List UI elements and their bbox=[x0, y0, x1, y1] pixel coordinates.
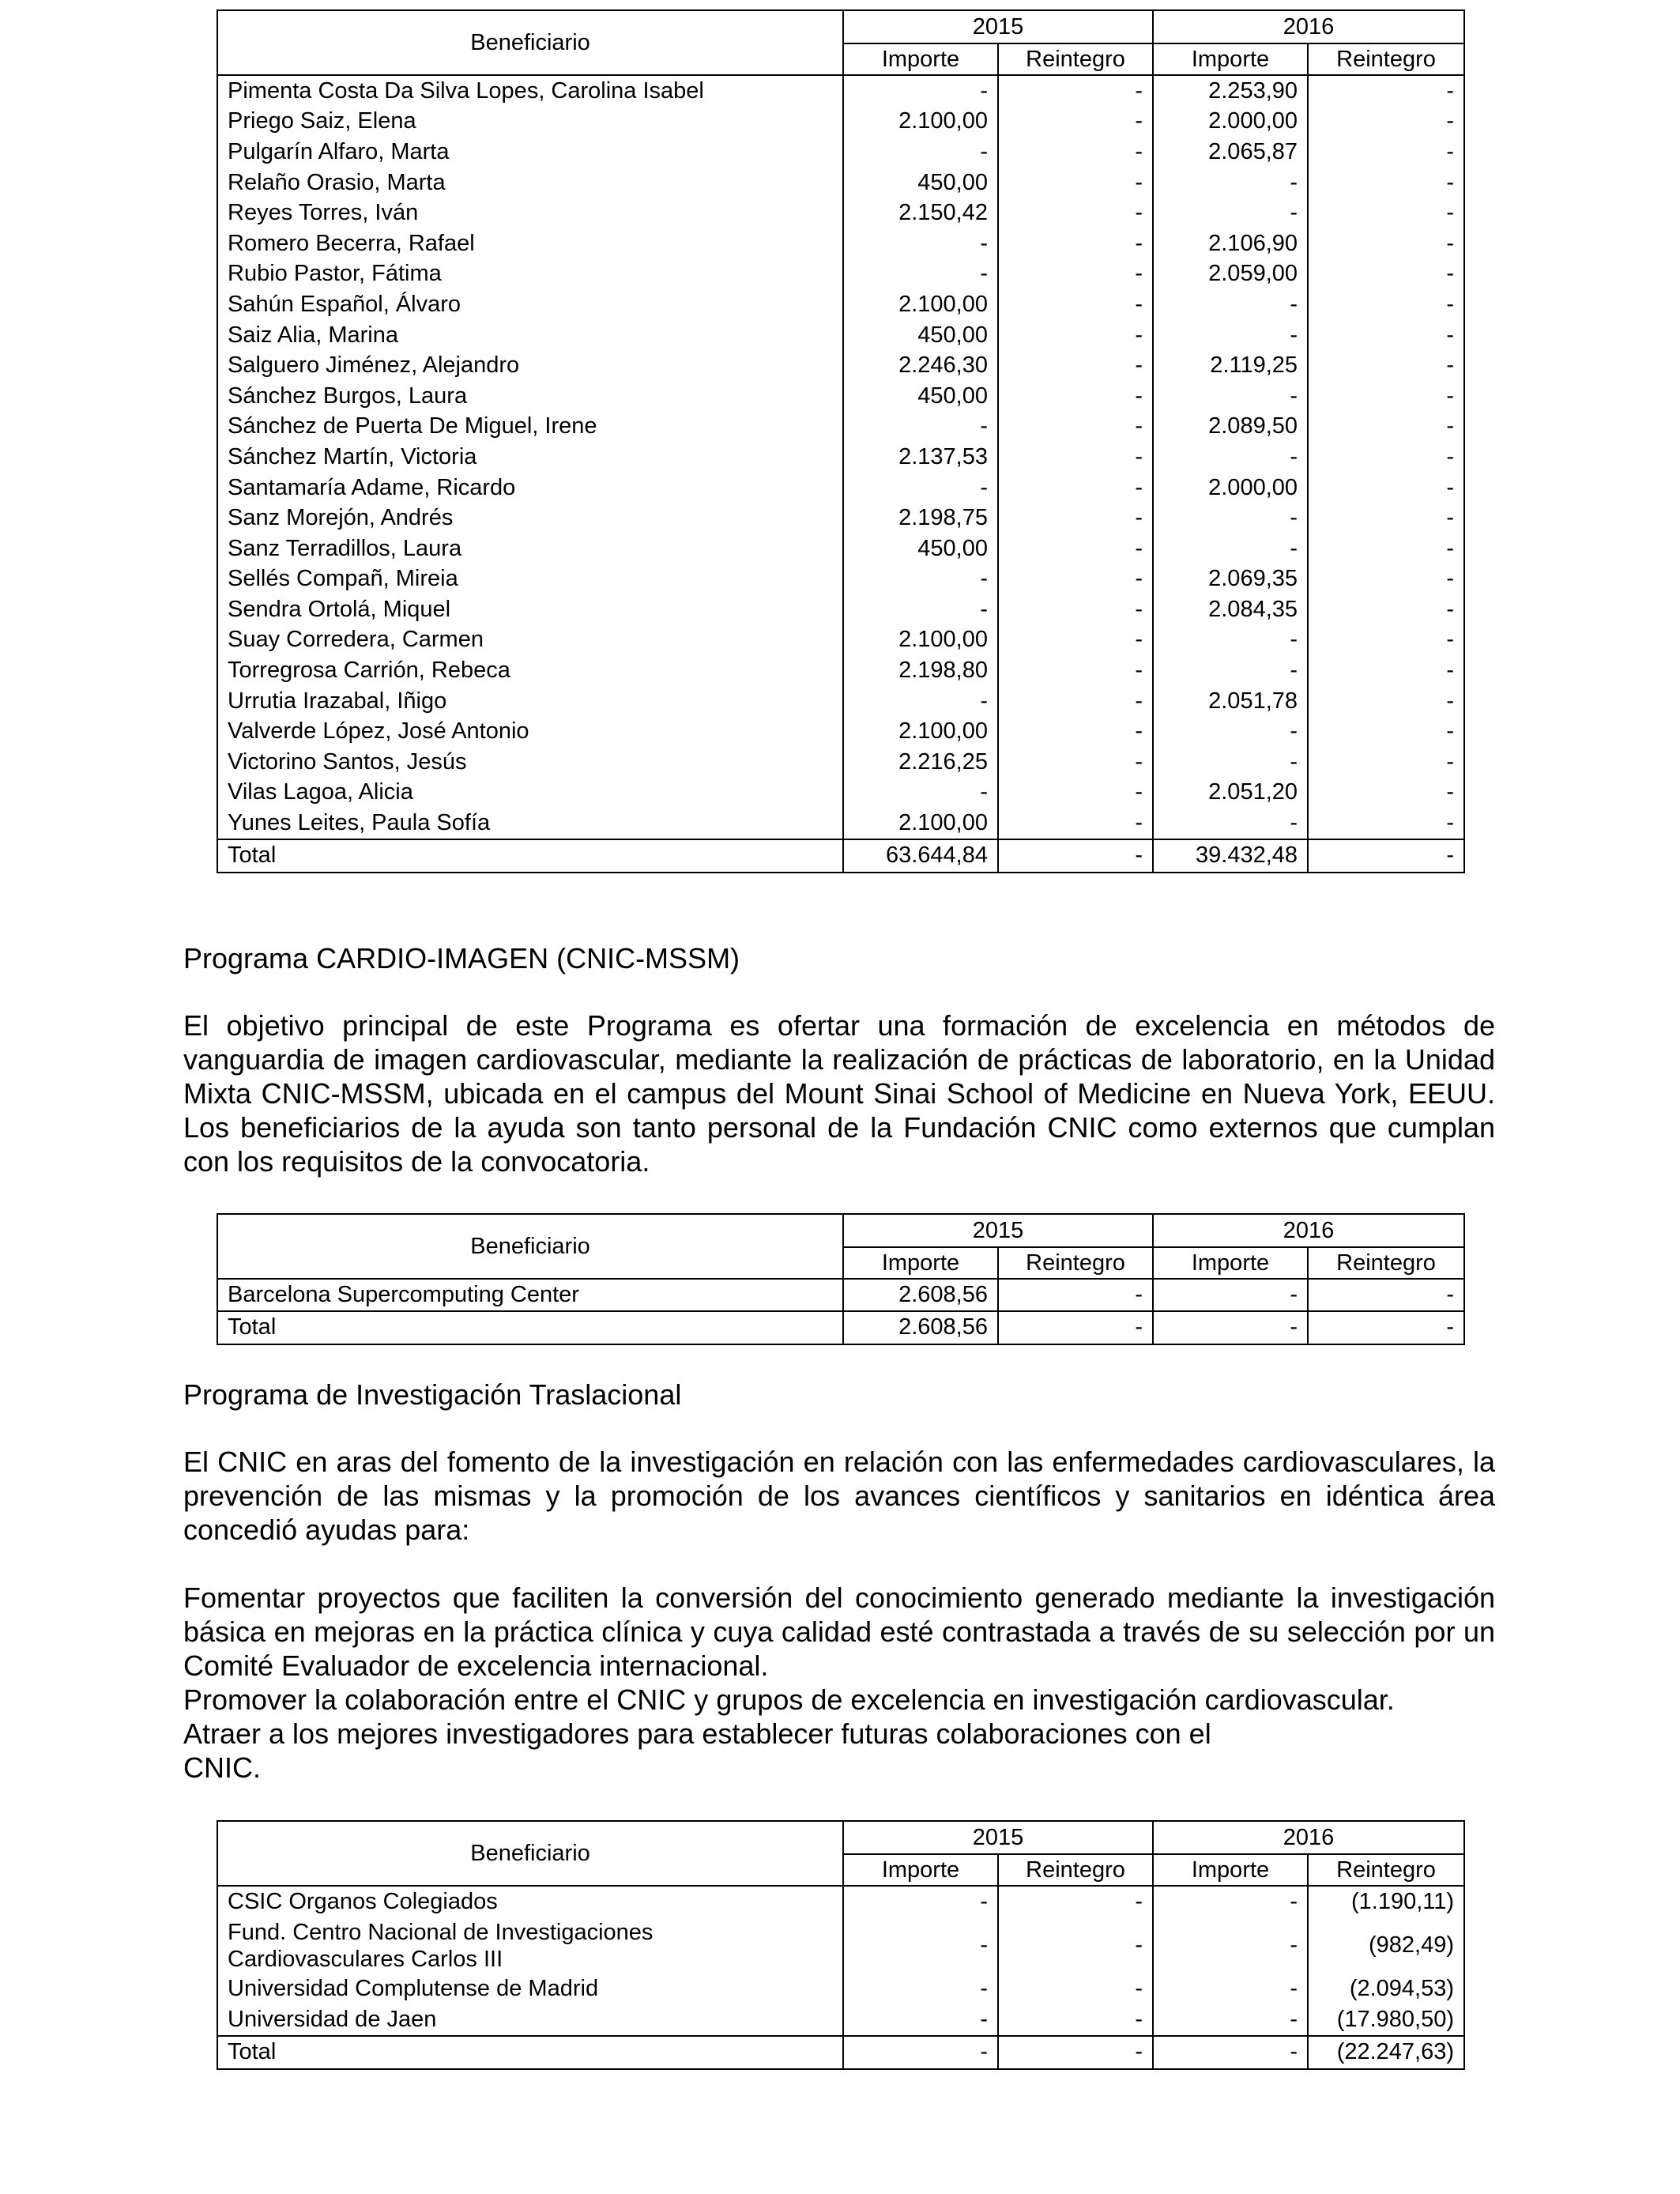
cell-importe-2015: - bbox=[843, 594, 998, 625]
cell-reintegro-2015: - bbox=[998, 107, 1153, 138]
cell-beneficiario: Sánchez Martín, Victoria bbox=[217, 442, 843, 473]
cell-importe-2015: - bbox=[843, 2036, 998, 2069]
table-row bbox=[217, 198, 1464, 228]
cell-reintegro-2015: - bbox=[998, 1917, 1153, 1974]
table-row bbox=[217, 1974, 1464, 2005]
table-row bbox=[217, 808, 1464, 839]
table-row bbox=[217, 350, 1464, 381]
table-row bbox=[217, 1886, 1464, 1917]
table-row bbox=[217, 228, 1464, 259]
cell-beneficiario: Vilas Lagoa, Alicia bbox=[217, 778, 843, 809]
cell-importe-2016: 2.084,35 bbox=[1153, 594, 1308, 625]
cell-reintegro-2015: - bbox=[998, 1886, 1153, 1917]
cell-importe-2015: 2.100,00 bbox=[843, 625, 998, 656]
cell-importe-2016: - bbox=[1153, 320, 1308, 351]
cell-reintegro-2016: - bbox=[1308, 75, 1464, 107]
cell-importe-2015: - bbox=[843, 75, 998, 107]
header-reintegro-2015: Reintegro bbox=[998, 43, 1153, 75]
cell-importe-2016: - bbox=[1153, 1886, 1308, 1917]
cell-beneficiario: Santamaría Adame, Ricardo bbox=[217, 473, 843, 503]
cell-importe-2015: 2.150,42 bbox=[843, 198, 998, 228]
cell-beneficiario: Reyes Torres, Iván bbox=[217, 198, 843, 228]
cell-reintegro-2016: - bbox=[1308, 320, 1464, 351]
cell-beneficiario: Total bbox=[217, 2036, 843, 2069]
cell-importe-2016: - bbox=[1153, 808, 1308, 839]
cell-importe-2016: - bbox=[1153, 747, 1308, 778]
header-reintegro-2016: Reintegro bbox=[1308, 1854, 1464, 1886]
table-total-row bbox=[217, 1311, 1464, 1344]
cell-reintegro-2015: - bbox=[998, 259, 1153, 290]
cell-importe-2015: - bbox=[843, 137, 998, 168]
table-row bbox=[217, 381, 1464, 412]
cell-importe-2016: - bbox=[1153, 1974, 1308, 2005]
cell-importe-2016: - bbox=[1153, 503, 1308, 533]
table-2-body bbox=[217, 1214, 1464, 1344]
cell-reintegro-2016: (22.247,63) bbox=[1308, 2036, 1464, 2069]
cell-reintegro-2016: - bbox=[1308, 1279, 1464, 1311]
table-row bbox=[217, 655, 1464, 686]
cell-reintegro-2016: - bbox=[1308, 412, 1464, 443]
cell-reintegro-2016: - bbox=[1308, 503, 1464, 533]
header-year-2016: 2016 bbox=[1153, 10, 1464, 43]
cell-reintegro-2016: - bbox=[1308, 137, 1464, 168]
header-importe-2015: Importe bbox=[843, 43, 998, 75]
cell-beneficiario: Barcelona Supercomputing Center bbox=[217, 1279, 843, 1311]
cell-reintegro-2015: - bbox=[998, 350, 1153, 381]
cell-reintegro-2015: - bbox=[998, 289, 1153, 320]
cell-reintegro-2015: - bbox=[998, 137, 1153, 168]
cell-importe-2015: 2.246,30 bbox=[843, 350, 998, 381]
cell-beneficiario: Sanz Terradillos, Laura bbox=[217, 533, 843, 564]
header-reintegro-2016: Reintegro bbox=[1308, 43, 1464, 75]
section-line-3: CNIC. bbox=[183, 1751, 261, 1784]
cell-importe-2015: 450,00 bbox=[843, 381, 998, 412]
cell-reintegro-2015: - bbox=[998, 839, 1153, 873]
cell-beneficiario: Universidad Complutense de Madrid bbox=[217, 1974, 843, 2005]
cell-beneficiario: Total bbox=[217, 1311, 843, 1344]
cell-reintegro-2016: - bbox=[1308, 107, 1464, 138]
cell-reintegro-2015: - bbox=[998, 503, 1153, 533]
table-row bbox=[217, 747, 1464, 778]
section-heading-investigacion-traslacional: Programa de Investigación Traslacional bbox=[183, 1378, 682, 1411]
cell-reintegro-2016: - bbox=[1308, 808, 1464, 839]
cell-importe-2015: 2.608,56 bbox=[843, 1279, 998, 1311]
cell-reintegro-2015: - bbox=[998, 686, 1153, 717]
cell-importe-2015: 2.216,25 bbox=[843, 747, 998, 778]
header-reintegro-2015: Reintegro bbox=[998, 1247, 1153, 1279]
table-row bbox=[217, 778, 1464, 809]
header-year-2015: 2015 bbox=[843, 1821, 1153, 1854]
cell-beneficiario: Sanz Morejón, Andrés bbox=[217, 503, 843, 533]
cell-reintegro-2015: - bbox=[998, 625, 1153, 656]
cell-beneficiario: Rubio Pastor, Fátima bbox=[217, 259, 843, 290]
section-heading-cardio-imagen: Programa CARDIO-IMAGEN (CNIC-MSSM) bbox=[183, 942, 740, 974]
table-row bbox=[217, 259, 1464, 290]
cell-importe-2015: 2.608,56 bbox=[843, 1311, 998, 1344]
cell-importe-2015: - bbox=[843, 686, 998, 717]
header-importe-2016: Importe bbox=[1153, 1247, 1308, 1279]
cell-reintegro-2016: - bbox=[1308, 168, 1464, 198]
cell-importe-2016: 2.065,87 bbox=[1153, 137, 1308, 168]
cell-importe-2016: 2.000,00 bbox=[1153, 107, 1308, 138]
header-year-2015: 2015 bbox=[843, 10, 1153, 43]
cell-importe-2015: 2.100,00 bbox=[843, 107, 998, 138]
cell-reintegro-2015: - bbox=[998, 168, 1153, 198]
table-row bbox=[217, 107, 1464, 138]
cell-reintegro-2015: - bbox=[998, 533, 1153, 564]
cell-reintegro-2015: - bbox=[998, 75, 1153, 107]
section-paragraph-2: Fomentar proyectos que faciliten la conversión del conocimiento generado mediante la investigación básica en mejoras en la práctica clínica y cuya calidad esté contrastada a través de su selección por un Comité Evaluador de excelencia internacional. bbox=[183, 1581, 1495, 1682]
cell-importe-2016: - bbox=[1153, 1917, 1308, 1974]
header-beneficiario: Beneficiario bbox=[217, 10, 843, 75]
cell-beneficiario: Urrutia Irazabal, Iñigo bbox=[217, 686, 843, 717]
cell-importe-2016: 2.059,00 bbox=[1153, 259, 1308, 290]
cell-reintegro-2015: - bbox=[998, 198, 1153, 228]
cell-importe-2015: - bbox=[843, 228, 998, 259]
cell-importe-2016: - bbox=[1153, 168, 1308, 198]
cell-reintegro-2016: - bbox=[1308, 839, 1464, 873]
section-paragraph-cardio-imagen: El objetivo principal de este Programa es ofertar una formación de excelencia en métodos de vanguardia de imagen cardiovascular, mediante la realización de prácticas de laboratorio, en la Unidad Mixta CNIC-MSSM, ubicada en el campus del Mount Sinai School of Medicine en Nueva York, EEUU. Los beneficiarios de la ayuda son tanto personal de la Fundación CNIC como externos que cumplan con los requisitos de la convocatoria. bbox=[183, 1009, 1495, 1178]
cell-beneficiario: Priego Saiz, Elena bbox=[217, 107, 843, 138]
header-importe-2016: Importe bbox=[1153, 43, 1308, 75]
cell-reintegro-2016: - bbox=[1308, 473, 1464, 503]
cell-importe-2016: 2.106,90 bbox=[1153, 228, 1308, 259]
table-total-row bbox=[217, 2036, 1464, 2069]
cell-importe-2015: - bbox=[843, 2004, 998, 2036]
cell-reintegro-2016: - bbox=[1308, 228, 1464, 259]
cell-reintegro-2016: - bbox=[1308, 564, 1464, 595]
header-beneficiario: Beneficiario bbox=[217, 1821, 843, 1886]
table-row bbox=[217, 503, 1464, 533]
table-row bbox=[217, 594, 1464, 625]
cell-reintegro-2016: - bbox=[1308, 655, 1464, 686]
table-row bbox=[217, 716, 1464, 747]
beneficiary-table-2 bbox=[217, 1213, 1465, 1345]
cell-reintegro-2016: (982,49) bbox=[1308, 1917, 1464, 1974]
table-row bbox=[217, 473, 1464, 503]
cell-reintegro-2015: - bbox=[998, 1311, 1153, 1344]
cell-beneficiario: CSIC Organos Colegiados bbox=[217, 1886, 843, 1917]
header-year-2016: 2016 bbox=[1153, 1214, 1464, 1247]
cell-reintegro-2016: - bbox=[1308, 625, 1464, 656]
table-row bbox=[217, 442, 1464, 473]
table-row bbox=[217, 289, 1464, 320]
cell-importe-2016: - bbox=[1153, 2004, 1308, 2036]
cell-reintegro-2015: - bbox=[998, 320, 1153, 351]
header-importe-2016: Importe bbox=[1153, 1854, 1308, 1886]
cell-reintegro-2015: - bbox=[998, 1279, 1153, 1311]
cell-beneficiario: Total bbox=[217, 839, 843, 873]
header-year-2016: 2016 bbox=[1153, 1821, 1464, 1854]
cell-importe-2015: - bbox=[843, 259, 998, 290]
cell-importe-2016: - bbox=[1153, 625, 1308, 656]
section-paragraph-1: El CNIC en aras del fomento de la investigación en relación con las enfermedades cardiovasculares, la prevención de las mismas y la promoción de los avances científicos y sanitarios en idéntica área concedió ayudas para: bbox=[183, 1446, 1495, 1546]
cell-beneficiario: Sánchez Burgos, Laura bbox=[217, 381, 843, 412]
section-line-1: Promover la colaboración entre el CNIC y grupos de excelencia en investigación cardiovascular. bbox=[183, 1683, 1395, 1716]
cell-importe-2016: 2.119,25 bbox=[1153, 350, 1308, 381]
table-1-body bbox=[217, 10, 1464, 873]
cell-reintegro-2016: - bbox=[1308, 686, 1464, 717]
cell-beneficiario: Universidad de Jaen bbox=[217, 2004, 843, 2036]
cell-beneficiario: Salguero Jiménez, Alejandro bbox=[217, 350, 843, 381]
cell-importe-2016: - bbox=[1153, 2036, 1308, 2069]
header-reintegro-2015: Reintegro bbox=[998, 1854, 1153, 1886]
cell-reintegro-2015: - bbox=[998, 381, 1153, 412]
cell-beneficiario: Saiz Alia, Marina bbox=[217, 320, 843, 351]
cell-beneficiario: Sahún Español, Álvaro bbox=[217, 289, 843, 320]
cell-importe-2016: - bbox=[1153, 198, 1308, 228]
cell-beneficiario: Torregrosa Carrión, Rebeca bbox=[217, 655, 843, 686]
cell-beneficiario: Sendra Ortolá, Miquel bbox=[217, 594, 843, 625]
cell-reintegro-2015: - bbox=[998, 412, 1153, 443]
table-3-body bbox=[217, 1821, 1464, 2069]
cell-importe-2015: 2.100,00 bbox=[843, 289, 998, 320]
cell-reintegro-2016: - bbox=[1308, 381, 1464, 412]
cell-reintegro-2016: (1.190,11) bbox=[1308, 1886, 1464, 1917]
table-row bbox=[217, 2004, 1464, 2036]
cell-reintegro-2016: - bbox=[1308, 747, 1464, 778]
cell-importe-2016: - bbox=[1153, 1279, 1308, 1311]
cell-reintegro-2016: (2.094,53) bbox=[1308, 1974, 1464, 2005]
cell-importe-2015: - bbox=[843, 1917, 998, 1974]
cell-reintegro-2016: - bbox=[1308, 716, 1464, 747]
table-row bbox=[217, 686, 1464, 717]
header-reintegro-2016: Reintegro bbox=[1308, 1247, 1464, 1279]
table-header-row bbox=[217, 1821, 1464, 1854]
cell-importe-2016: - bbox=[1153, 381, 1308, 412]
cell-beneficiario: Sánchez de Puerta De Miguel, Irene bbox=[217, 412, 843, 443]
table-header-row bbox=[217, 1214, 1464, 1247]
cell-importe-2015: - bbox=[843, 473, 998, 503]
table-row bbox=[217, 320, 1464, 351]
cell-importe-2016: 2.000,00 bbox=[1153, 473, 1308, 503]
cell-importe-2015: 450,00 bbox=[843, 320, 998, 351]
cell-beneficiario: Yunes Leites, Paula Sofía bbox=[217, 808, 843, 839]
cell-importe-2015: 2.137,53 bbox=[843, 442, 998, 473]
cell-reintegro-2016: (17.980,50) bbox=[1308, 2004, 1464, 2036]
cell-reintegro-2016: - bbox=[1308, 442, 1464, 473]
cell-reintegro-2016: - bbox=[1308, 533, 1464, 564]
table-row bbox=[217, 1279, 1464, 1311]
cell-reintegro-2015: - bbox=[998, 655, 1153, 686]
table-header-row bbox=[217, 10, 1464, 43]
cell-reintegro-2015: - bbox=[998, 778, 1153, 809]
cell-importe-2016: 2.051,20 bbox=[1153, 778, 1308, 809]
cell-importe-2015: - bbox=[843, 564, 998, 595]
cell-importe-2016: - bbox=[1153, 1311, 1308, 1344]
cell-beneficiario: Valverde López, José Antonio bbox=[217, 716, 843, 747]
table-row bbox=[217, 533, 1464, 564]
header-beneficiario: Beneficiario bbox=[217, 1214, 843, 1279]
table-row bbox=[217, 564, 1464, 595]
cell-reintegro-2015: - bbox=[998, 808, 1153, 839]
table-row bbox=[217, 137, 1464, 168]
beneficiary-table-3 bbox=[217, 1820, 1465, 2070]
cell-importe-2015: 2.100,00 bbox=[843, 716, 998, 747]
cell-importe-2015: 450,00 bbox=[843, 533, 998, 564]
cell-reintegro-2015: - bbox=[998, 594, 1153, 625]
cell-reintegro-2015: - bbox=[998, 564, 1153, 595]
beneficiary-table-1 bbox=[217, 9, 1465, 873]
cell-importe-2015: - bbox=[843, 1886, 998, 1917]
cell-reintegro-2015: - bbox=[998, 228, 1153, 259]
header-importe-2015: Importe bbox=[843, 1247, 998, 1279]
cell-reintegro-2015: - bbox=[998, 1974, 1153, 2005]
cell-beneficiario: Romero Becerra, Rafael bbox=[217, 228, 843, 259]
cell-importe-2016: - bbox=[1153, 442, 1308, 473]
cell-reintegro-2015: - bbox=[998, 747, 1153, 778]
cell-reintegro-2016: - bbox=[1308, 594, 1464, 625]
cell-reintegro-2015: - bbox=[998, 473, 1153, 503]
cell-beneficiario: Victorino Santos, Jesús bbox=[217, 747, 843, 778]
table-row bbox=[217, 75, 1464, 107]
table-row bbox=[217, 625, 1464, 656]
cell-importe-2015: 2.198,80 bbox=[843, 655, 998, 686]
table-row bbox=[217, 1917, 1464, 1974]
cell-importe-2016: 2.069,35 bbox=[1153, 564, 1308, 595]
cell-beneficiario: Suay Corredera, Carmen bbox=[217, 625, 843, 656]
cell-reintegro-2016: - bbox=[1308, 198, 1464, 228]
cell-importe-2016: 2.089,50 bbox=[1153, 412, 1308, 443]
cell-reintegro-2015: - bbox=[998, 2036, 1153, 2069]
cell-importe-2015: - bbox=[843, 778, 998, 809]
cell-reintegro-2016: - bbox=[1308, 778, 1464, 809]
cell-importe-2015: 2.198,75 bbox=[843, 503, 998, 533]
cell-importe-2016: 2.051,78 bbox=[1153, 686, 1308, 717]
cell-importe-2015: - bbox=[843, 412, 998, 443]
cell-importe-2016: - bbox=[1153, 655, 1308, 686]
table-row bbox=[217, 168, 1464, 198]
cell-beneficiario: Sellés Compañ, Mireia bbox=[217, 564, 843, 595]
cell-importe-2015: - bbox=[843, 1974, 998, 2005]
cell-reintegro-2016: - bbox=[1308, 259, 1464, 290]
cell-importe-2015: 2.100,00 bbox=[843, 808, 998, 839]
cell-beneficiario: Relaño Orasio, Marta bbox=[217, 168, 843, 198]
cell-reintegro-2015: - bbox=[998, 442, 1153, 473]
cell-importe-2016: - bbox=[1153, 716, 1308, 747]
header-importe-2015: Importe bbox=[843, 1854, 998, 1886]
cell-importe-2015: 63.644,84 bbox=[843, 839, 998, 873]
cell-reintegro-2016: - bbox=[1308, 1311, 1464, 1344]
cell-importe-2016: - bbox=[1153, 533, 1308, 564]
cell-beneficiario: Pimenta Costa Da Silva Lopes, Carolina Isabel bbox=[217, 75, 843, 107]
section-line-2: Atraer a los mejores investigadores para establecer futuras colaboraciones con el bbox=[183, 1717, 1211, 1750]
cell-importe-2016: - bbox=[1153, 289, 1308, 320]
cell-reintegro-2016: - bbox=[1308, 289, 1464, 320]
cell-importe-2016: 2.253,90 bbox=[1153, 75, 1308, 107]
cell-reintegro-2015: - bbox=[998, 2004, 1153, 2036]
cell-beneficiario: Pulgarín Alfaro, Marta bbox=[217, 137, 843, 168]
cell-reintegro-2015: - bbox=[998, 716, 1153, 747]
cell-importe-2016: 39.432,48 bbox=[1153, 839, 1308, 873]
cell-importe-2015: 450,00 bbox=[843, 168, 998, 198]
header-year-2015: 2015 bbox=[843, 1214, 1153, 1247]
cell-reintegro-2016: - bbox=[1308, 350, 1464, 381]
cell-beneficiario: Fund. Centro Nacional de Investigaciones Cardiovasculares Carlos III bbox=[217, 1917, 843, 1974]
table-total-row bbox=[217, 839, 1464, 873]
table-row bbox=[217, 412, 1464, 443]
